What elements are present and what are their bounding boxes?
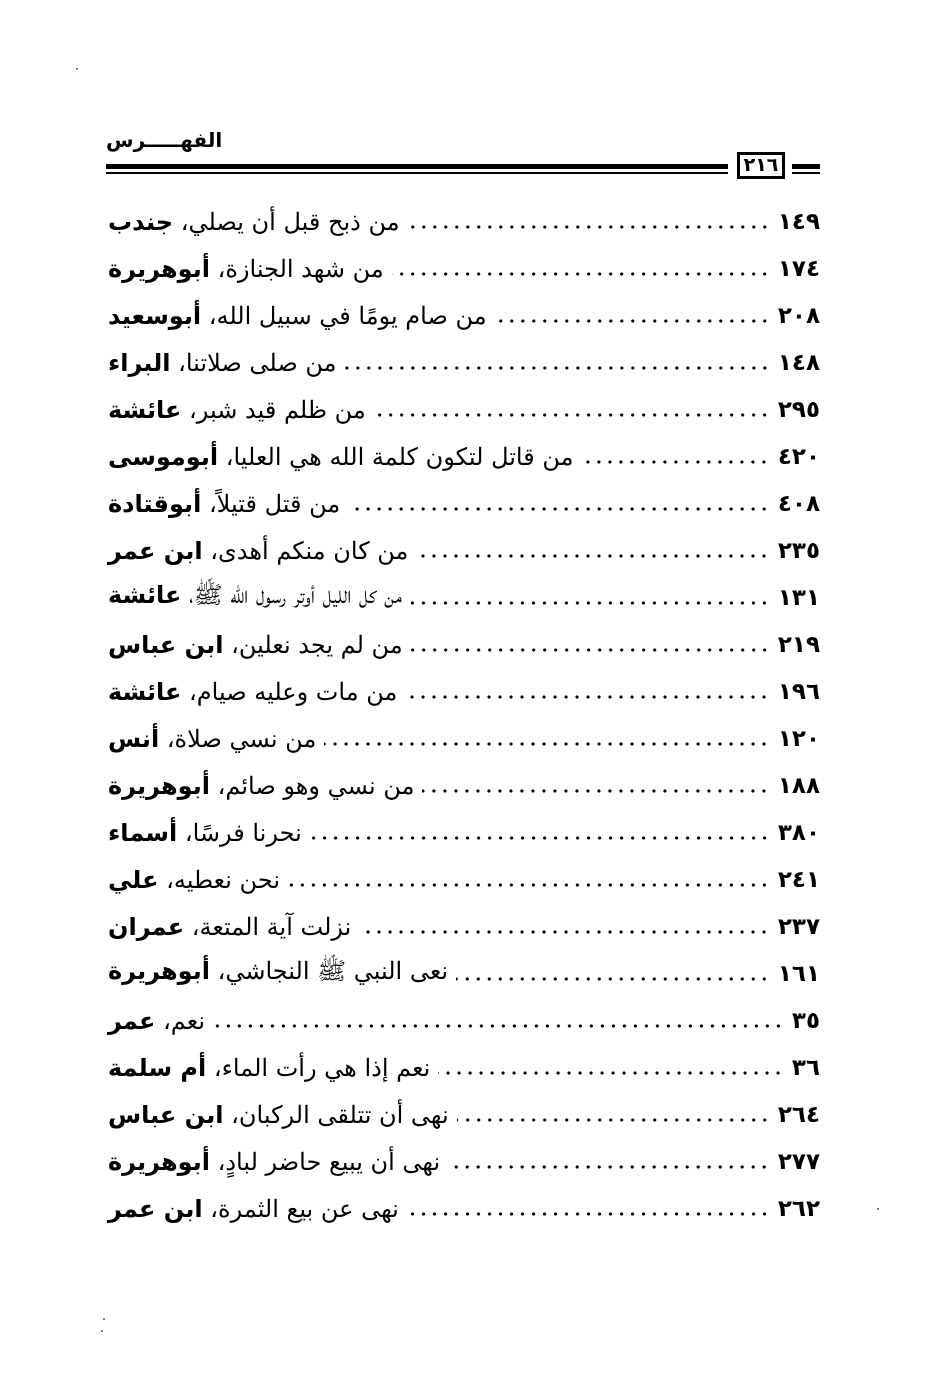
index-entry [108, 339, 820, 386]
index-entry [108, 715, 820, 762]
narrator-name: ابن عمر [108, 1194, 203, 1223]
scan-speck [877, 1208, 879, 1210]
dot-leader [456, 976, 770, 982]
index-entry [108, 292, 820, 339]
index-entry [108, 856, 820, 903]
entry-text [108, 1054, 430, 1082]
entry-page-number: ٣٦ [791, 1054, 820, 1081]
hadith-incipit: من شهد الجنازة، [217, 254, 384, 283]
entry-text [108, 580, 402, 615]
index-entry [108, 574, 820, 621]
hadith-incipit: من مات وعليه صيام، [189, 677, 398, 706]
index-entry [108, 668, 820, 715]
entry-page-number: ١٧٤ [777, 255, 820, 282]
hadith-incipit: من صام يومًا في سبيل الله، [208, 301, 487, 330]
narrator-name: ابن عباس [108, 1100, 224, 1129]
entry-page-number: ٢٦٢ [777, 1195, 820, 1222]
entry-text [108, 1101, 449, 1129]
index-entry [108, 621, 820, 668]
entry-page-number: ٢٦٤ [777, 1101, 820, 1128]
entry-text [108, 631, 403, 659]
entry-page-number: ١٨٨ [777, 772, 820, 799]
hadith-incipit: من قاتل لتكون كلمة الله هي العليا، [225, 442, 574, 471]
entry-text [108, 1195, 399, 1223]
hadith-incipit: من كل الليل أوتر رسول الله ﷺ، [189, 581, 402, 609]
index-entry [108, 386, 820, 433]
entry-page-number: ١٤٩ [777, 208, 820, 235]
narrator-name: عمر [108, 1006, 156, 1035]
narrator-name: ابن عمر [108, 536, 203, 565]
narrator-name: ابن عباس [108, 630, 224, 659]
narrator-name: جندب [108, 207, 174, 236]
hadith-incipit: من لم يجد نعلين، [231, 630, 403, 659]
dot-leader [359, 929, 770, 935]
entry-page-number: ٢٤١ [777, 866, 820, 893]
hadith-incipit: نعى النبي ﷺ النجاشي، [217, 957, 449, 985]
entry-page-number: ٢٩٥ [777, 396, 820, 423]
scan-speck [103, 1318, 105, 1320]
hadith-incipit: من نسي وهو صائم، [217, 771, 415, 800]
dot-leader [310, 835, 770, 841]
index-entry [108, 198, 820, 245]
dot-leader [448, 1164, 770, 1170]
hadith-incipit: نزلت آية المتعة، [191, 912, 352, 941]
hadith-incipit: نعم إذا هي رأت الماء، [213, 1053, 431, 1082]
page-number-box [737, 152, 785, 179]
header-rule-thick [106, 164, 728, 169]
entry-text [108, 913, 351, 941]
entry-text [108, 725, 316, 753]
dot-leader [411, 647, 770, 653]
dot-leader [422, 788, 769, 794]
dot-leader [324, 741, 770, 747]
index-entry [108, 950, 820, 997]
page-number: ٢١٦ [743, 154, 779, 176]
entry-page-number: ٢٣٥ [777, 537, 820, 564]
entry-text [108, 1007, 205, 1035]
hadith-incipit: من كان منكم أهدى، [210, 536, 409, 565]
narrator-name: أبوهريرة [108, 771, 210, 800]
entry-page-number: ٤٠٨ [777, 490, 820, 517]
hadith-incipit: نهى أن يبيع حاضر لبادٍ، [217, 1147, 441, 1176]
index-entry [108, 903, 820, 950]
narrator-name: علي [108, 865, 159, 894]
entry-page-number: ٣٥ [791, 1007, 820, 1034]
hadith-incipit: نهى أن تتلقى الركبان، [231, 1100, 449, 1129]
entry-text [108, 255, 384, 283]
narrator-name: أبوقتادة [108, 489, 202, 518]
narrator-name: أبوهريرة [108, 1147, 210, 1176]
index-entry [108, 809, 820, 856]
dot-leader [392, 271, 770, 277]
narrator-name: عائشة [108, 395, 182, 424]
hadith-incipit: من نسي صلاة، [166, 724, 317, 753]
dot-leader [410, 600, 770, 606]
dot-leader [408, 224, 770, 230]
narrator-name: أبوهريرة [108, 254, 210, 283]
hadith-incipit: نعم، [163, 1006, 206, 1035]
dot-leader [348, 506, 770, 512]
narrator-name: أبوموسى [108, 442, 219, 471]
dot-leader [416, 553, 769, 559]
index-entry [108, 1185, 820, 1232]
entry-page-number: ١٤٨ [777, 349, 820, 376]
index-entry [108, 245, 820, 292]
dot-leader [288, 882, 770, 888]
narrator-name: أبوسعيد [108, 301, 202, 330]
narrator-name: عمران [108, 912, 185, 941]
narrator-name: أم سلمة [108, 1053, 207, 1082]
entry-page-number: ٤٢٠ [777, 443, 820, 470]
entry-text [108, 866, 280, 894]
hadith-incipit: من صلى صلاتنا، [178, 348, 337, 377]
entry-page-number: ٢٠٨ [777, 302, 820, 329]
hadith-incipit: نحرنا فرسًا، [184, 818, 302, 847]
header-rule-right-thin [792, 172, 820, 174]
dot-leader [405, 694, 770, 700]
entry-text [108, 819, 302, 847]
index-entry [108, 1044, 820, 1091]
running-header-title: الفهـــــرس [106, 128, 223, 152]
entry-page-number: ١٣١ [777, 584, 820, 611]
index-entry [108, 997, 820, 1044]
hadith-incipit: نهى عن بيع الثمرة، [210, 1194, 399, 1223]
index-entry [108, 480, 820, 527]
entry-text [108, 956, 448, 991]
index-entry [108, 433, 820, 480]
entry-page-number: ٢٣٧ [777, 913, 820, 940]
entry-page-number: ٣٨٠ [777, 819, 820, 846]
entry-text [108, 490, 340, 518]
dot-leader [438, 1070, 784, 1076]
narrator-name: عائشة [108, 677, 182, 706]
entry-text [108, 208, 400, 236]
scan-speck [101, 1330, 103, 1332]
entry-text [108, 349, 337, 377]
hadith-incipit: نحن نعطيه، [166, 865, 280, 894]
entry-page-number: ١٢٠ [777, 725, 820, 752]
scan-speck [76, 68, 78, 70]
entry-text [108, 678, 397, 706]
hadith-incipit: من قتل قتيلاً، [208, 489, 341, 518]
hadith-incipit: من ظلم قيد شبر، [189, 395, 366, 424]
narrator-name: البراء [108, 348, 171, 377]
dot-leader [345, 365, 770, 371]
entry-text [108, 1148, 440, 1176]
entry-page-number: ١٩٦ [777, 678, 820, 705]
entry-text [108, 537, 408, 565]
entry-text [108, 443, 573, 471]
header-rule-thin [106, 172, 728, 174]
index-entry [108, 762, 820, 809]
dot-leader [581, 459, 769, 465]
dot-leader [213, 1023, 784, 1029]
narrator-name: أسماء [108, 818, 178, 847]
entry-text [108, 772, 414, 800]
index-entry [108, 1138, 820, 1185]
index-list [108, 198, 820, 1232]
index-entry [108, 1091, 820, 1138]
dot-leader [495, 318, 770, 324]
entry-text [108, 302, 487, 330]
entry-text [108, 396, 366, 424]
dot-leader [374, 412, 770, 418]
entry-page-number: ٢٧٧ [777, 1148, 820, 1175]
dot-leader [407, 1211, 770, 1217]
dot-leader [457, 1117, 770, 1123]
header-rule-right-thick [792, 164, 820, 169]
narrator-name: أنس [108, 724, 160, 753]
entry-page-number: ٢١٩ [777, 631, 820, 658]
hadith-incipit: من ذبح قبل أن يصلي، [180, 207, 400, 236]
entry-page-number: ١٦١ [777, 960, 820, 987]
narrator-name: عائشة [108, 581, 182, 609]
narrator-name: أبوهريرة [108, 957, 210, 985]
index-entry [108, 527, 820, 574]
